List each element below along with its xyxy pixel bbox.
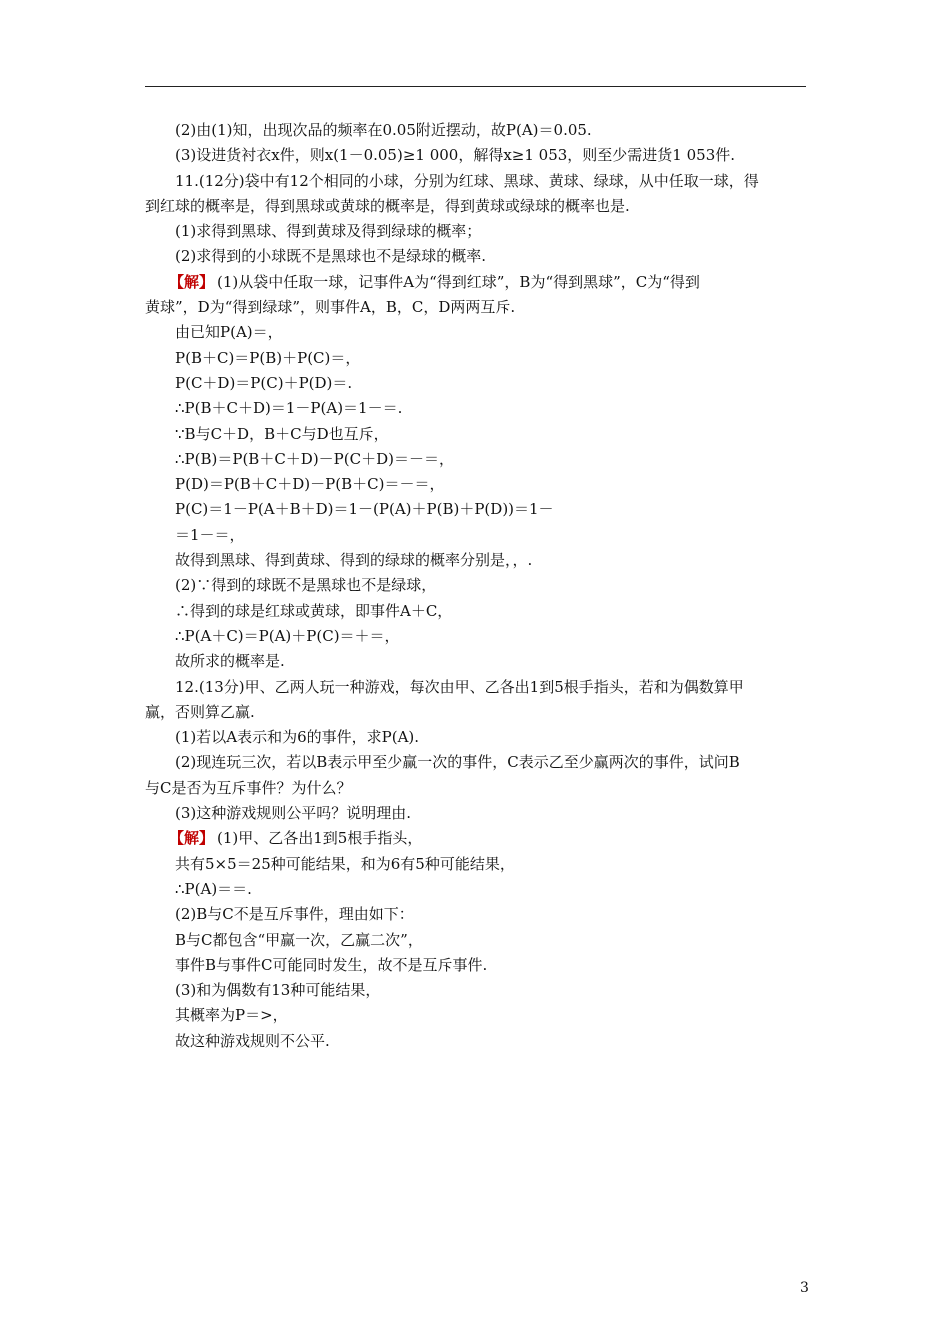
text-line (145, 118, 810, 143)
text-line (145, 700, 810, 725)
text-line (145, 194, 810, 219)
line-text: 黄球”，D为“得到绿球”，则事件A，B，C，D两两互斥. (145, 298, 516, 317)
text-line (145, 826, 810, 851)
text-line (145, 396, 810, 421)
header-rule (145, 86, 806, 87)
text-line (145, 801, 810, 826)
text-line (145, 320, 810, 345)
line-text: 到红球的概率是，得到黑球或黄球的概率是，得到黄球或绿球的概率也是. (145, 196, 630, 215)
line-text: 与C是否为互斥事件？为什么？ (145, 778, 352, 797)
text-line (145, 270, 810, 295)
text-line (145, 422, 810, 447)
text-line (145, 928, 810, 953)
text-line (145, 295, 810, 320)
line-text: (3)和为偶数有13种可能结果， (175, 981, 381, 1000)
text-line (145, 953, 810, 978)
text-line (145, 143, 810, 168)
line-text: (1)甲、乙各出1到5根手指头， (217, 829, 423, 848)
text-line (145, 447, 810, 472)
text-line (145, 472, 810, 497)
line-text: ∴P(B)＝P(B＋C＋D)－P(C＋D)＝－＝， (175, 449, 454, 468)
text-line (145, 346, 810, 371)
line-text: (1)从袋中任取一球，记事件A为“得到红球”，B为“得到黑球”，C为“得到 (217, 272, 700, 291)
line-text: (3)这种游戏规则公平吗？说明理由. (175, 804, 412, 823)
text-line (145, 675, 810, 700)
line-text: ∴P(A＋C)＝P(A)＋P(C)＝＋＝， (175, 626, 400, 645)
line-text: 其概率为P＝>， (175, 1006, 288, 1025)
text-line (145, 573, 810, 598)
text-line (145, 776, 810, 801)
line-text: P(D)＝P(B＋C＋D)－P(B＋C)＝－＝， (175, 475, 445, 494)
line-text: B与C都包含“甲赢一次，乙赢二次”， (175, 930, 423, 949)
line-text: (2)B与C不是互斥事件，理由如下： (175, 905, 414, 924)
line-text: 11.(12分)袋中有12个相同的小球，分别为红球、黑球、黄球、绿球，从中任取一球，得 (175, 171, 759, 190)
line-text: (2)由(1)知，出现次品的频率在0.05附近摆动，故P(A)＝0.05. (175, 121, 592, 139)
line-text: (3)设进货衬衣x件，则x(1－0.05)≥1 000，解得x≥1 053，则至少需进货1 053件. (175, 146, 736, 165)
line-text: 故这种游戏规则不公平. (175, 1031, 330, 1050)
line-text: ∵B与C＋D，B＋C与D也互斥， (175, 424, 389, 443)
line-text: (2)∵得到的球既不是黑球也不是绿球， (175, 576, 437, 595)
text-line (145, 548, 810, 573)
line-text: P(C)＝1－P(A＋B＋D)＝1－(P(A)＋P(B)＋P(D))＝1－ (175, 500, 554, 519)
line-text: P(B＋C)＝P(B)＋P(C)＝， (175, 348, 361, 367)
line-text: 故所求的概率是. (175, 652, 285, 671)
text-line (145, 852, 810, 877)
text-line (145, 649, 810, 674)
solution-label: 【解】 (169, 829, 215, 848)
text-line (145, 371, 810, 396)
text-line (145, 877, 810, 902)
text-line (145, 725, 810, 750)
line-text: ∴P(A)＝＝. (175, 879, 252, 898)
line-text: ∴P(B＋C＋D)＝1－P(A)＝1－＝. (175, 399, 403, 418)
page-number: 3 (800, 1280, 809, 1296)
line-text: P(C＋D)＝P(C)＋P(D)＝. (175, 373, 353, 392)
line-text: (1)若以A表示和为6的事件，求P(A). (175, 728, 420, 747)
line-text: ＝1－＝， (175, 525, 245, 544)
text-line (145, 219, 810, 244)
text-line (145, 244, 810, 269)
line-text: (1)求得到黑球、得到黄球及得到绿球的概率； (175, 222, 482, 241)
line-text: 共有5×5＝25种可能结果，和为6有5种可能结果， (175, 854, 515, 873)
text-line (145, 750, 810, 775)
line-text: 赢，否则算乙赢. (145, 702, 255, 721)
text-line (145, 523, 810, 548)
line-text: (2)现连玩三次，若以B表示甲至少赢一次的事件，C表示乙至少赢两次的事件，试问B (175, 753, 740, 772)
line-text: 12.(13分)甲、乙两人玩一种游戏，每次由甲、乙各出1到5根手指头，若和为偶数算甲 (175, 677, 744, 696)
text-line (145, 169, 810, 194)
text-line (145, 1003, 810, 1028)
line-text: (2)求得到的小球既不是黑球也不是绿球的概率. (175, 247, 487, 266)
text-line (145, 1029, 810, 1054)
text-line (145, 978, 810, 1003)
document-body (145, 118, 810, 1054)
text-line (145, 497, 810, 522)
line-text: ∴得到的球是红球或黄球，即事件A＋C， (175, 601, 453, 620)
solution-label: 【解】 (169, 272, 215, 291)
text-line (145, 599, 810, 624)
line-text: 事件B与事件C可能同时发生，故不是互斥事件. (175, 955, 488, 974)
text-line (145, 624, 810, 649)
line-text: 故得到黑球、得到黄球、得到的绿球的概率分别是，，. (175, 551, 533, 570)
text-line (145, 902, 810, 927)
line-text: 由已知P(A)＝， (175, 323, 283, 342)
